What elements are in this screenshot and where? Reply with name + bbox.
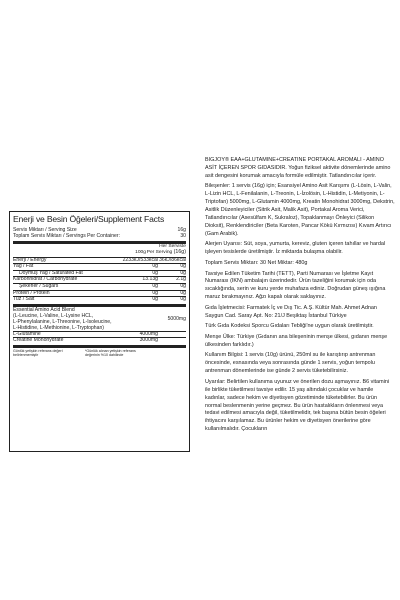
nutrient-per-serving: 0g xyxy=(180,296,186,303)
facts-title: Enerji ve Besin Öğeleri/Supplement Facts xyxy=(13,214,165,224)
nutrient-label: Protein / Protein xyxy=(13,289,50,296)
operator-paragraph: Gıda İşletmecisi: Farmatek İç ve Dış Tic. A.Ş. Kültür Mah. Ahmet Adnan Saygun Cad. Saray Apt. No: 21/J Beşiktaş İstanbul Türkiye xyxy=(205,304,377,319)
servings-label: Toplam Servis Miktarı / Servings Per Container: xyxy=(13,233,121,240)
nutrient-label: Şekerler / Sugars xyxy=(19,282,59,289)
creatine-value: 3000mg xyxy=(139,337,158,344)
footnote xyxy=(13,348,186,357)
serving-size-label: Servis Miktarı / Serving Size xyxy=(13,227,77,233)
allergen-paragraph: Alerjen Uyarısı: Süt, soya, yumurta, kereviz, gluten içeren tahıllar ve hardal işleyen tesislerde üretilmiştir. İz miktarda bulaşma olabilir. xyxy=(205,241,386,256)
servings-per-container-row xyxy=(13,233,186,239)
nutrient-per-serving: 0g xyxy=(180,269,186,276)
nutrient-per-100g: 2233kJ/533kcal xyxy=(122,256,158,263)
nutrient-per-serving: 0g xyxy=(180,263,186,270)
col-100g: 100g xyxy=(135,250,146,256)
nutrient-per-100g: 0g xyxy=(152,296,158,303)
foot-mid-3: değerinin %10 dahilinde xyxy=(85,352,124,357)
nutrient-label: Yağ / Fat xyxy=(13,263,34,270)
product-name-paragraph: BIGJOY® EAA+GLUTAMINE+CREATINE PORTAKAL AROMALI - AMINO ASİT İÇEREN SPOR GIDASIDIR. Yoğun fiziksel aktivite dönemlerinde amino asit dengesini korumak amacıyla formüle edilmiştir. Tatlandırıcılar içerir. xyxy=(205,157,391,179)
nutrient-per-100g: 0g xyxy=(152,269,158,276)
nutrient-label: Enerji / Energy xyxy=(13,256,47,263)
warnings-paragraph: Uyarılar: Belirtilen kullanıma uyunuz ve önerilen dozu aşmayınız. B6 vitamini ile birlikte tüketilmesi tavsiye edilir. 15 yaş altındaki çocuklar ve hamile kadınlar, sadece hekim ve diyetisyen gözetiminde tüketebilirler. Bu ürün normal beslenmenin yerine geçmez. Bu ürün hastalıkların önlenmesi veya tedavi edilmesi amacıyla değil, tüketilmelidir, tek başına bütün besin öğeleri ihtiyacını karşılamaz. Bu ürünler hekim ve diyetisyen önerilerine göre kullanılmalıdır. Çocukların xyxy=(205,378,390,433)
nutrient-row xyxy=(13,297,186,303)
product-description xyxy=(205,157,395,437)
foot-mid-2: referans xyxy=(122,348,136,353)
supplement-facts-panel xyxy=(9,211,190,452)
nutrient-per-serving: 0g xyxy=(180,289,186,296)
creatine-label: Creatine Monohydrate xyxy=(13,337,64,344)
foot-left-3: belirlenmemiştir xyxy=(13,352,39,357)
creatine-row xyxy=(13,338,186,344)
nutrient-row xyxy=(13,264,186,270)
foot-left-2: referans değeri xyxy=(38,348,63,353)
blend-line: (L-Leucine, L-Valine, L-Lysine HCL, xyxy=(13,312,94,319)
net-quantity-paragraph: Toplam Servis Miktarı: 30 Net Miktar: 480g xyxy=(205,259,308,266)
regulation-paragraph: Türk Gıda Kodeksi Sporcu Gıdaları Tebliği'ne uygun olarak üretilmiştir. xyxy=(205,323,374,330)
glutamine-value: 4000mg xyxy=(139,330,158,337)
ingredients-paragraph: Bileşenler: 1 servis (16g) için; Esansiyel Amino Asit Karışımı (L-Lösin, L-Valin, L-Lizin HCL, L-Fenilalanin, L-Treonin, L-İzolösin, L-Histidin, L-Metiyonin, L-Triptofan) 5000mg, L-Glutamin 4000mg, Kreatin Monohidrat 3000mg, Dekstrin, Asitlik Düzenleyiciler (Sitrik Asit, Malik Asit), Portakal Aroma Verici, Tatlandırıcılar (Asesülfam K, Sukraloz), Topaklanmayı Önleyici (Silikon Dioksit), Renklendiriciler (Beta Karoten, Pancar Kökü Kırmızısı) Kıvam Artırıcı (Gam Arabik). xyxy=(205,183,395,237)
nutrient-rows xyxy=(13,258,186,303)
blend-value: 5000mg xyxy=(167,315,186,322)
storage-paragraph: Tavsiye Edilen Tüketim Tarihi (TETT), Parti Numarası ve İşletme Kayıt Numarası (IKN) ambalajın üzerindedir. Ürün tazeliğini korumak için oda sıcaklığında, serin ve kuru yerde muhafaza ediniz. Doğrudan güneş ışığına maruz bırakmayınız. Ağzı kapalı olarak saklayınız. xyxy=(205,270,386,301)
col-serving-line2: Per Serving xyxy=(146,250,173,255)
nutrient-per-100g: 0g xyxy=(152,289,158,296)
usage-paragraph: Kullanım Bilgisi: 1 servis (10g) ürünü, 250ml su ile karıştırıp antrenman öncesinde, esnasında veya sonrasında günde 1 servis, yoğun tempolu antrenman dönemlerinde ise günde 2 servis tüketebilirsiniz. xyxy=(205,352,376,375)
nutrient-label: Karbonhidrat / Carbohydrate xyxy=(13,276,78,283)
blend-line: L-Phenylalanine, L-Threonine, L-Isoleucine, xyxy=(13,318,112,325)
nutrient-label: Tuz / Salt xyxy=(13,296,35,303)
foot-mid-1: *Günlük alınan yetişkin xyxy=(85,348,122,353)
col-serving-value: (16g) xyxy=(173,249,186,255)
blend-line: Essential Amino Acid Blend xyxy=(13,306,75,313)
amino-blend-row xyxy=(13,307,186,331)
nutrient-label: Doymuş Yağ / Saturated Fat xyxy=(19,269,83,276)
servings-value: 30 xyxy=(180,233,186,240)
nutrient-row xyxy=(13,284,186,290)
nutrient-row xyxy=(13,291,186,297)
col-serving-line1: Her Serviste xyxy=(159,244,186,250)
nutrient-row xyxy=(13,258,186,264)
column-header xyxy=(13,244,186,257)
nutrient-per-100g: 0g xyxy=(152,282,158,289)
nutrient-per-serving: 2.1g xyxy=(176,276,186,283)
nutrient-per-100g: 13.13g xyxy=(142,276,158,283)
col-serving xyxy=(146,245,186,255)
origin-paragraph: Menşe Ülke: Türkiye (Gıdanın ana bileşeninin menşe ülkesi, gıdanın menşe ülkesinden farklıdır.) xyxy=(205,333,388,348)
glutamine-label: L-Glutamine xyxy=(13,330,41,337)
nutrient-per-100g: 0g xyxy=(152,263,158,270)
foot-left-1: Günlük yetişkin xyxy=(13,348,38,353)
nutrient-per-serving: 0g xyxy=(180,282,186,289)
nutrient-per-serving: 36kJ/86kcal xyxy=(159,256,186,263)
blend-line: L-Histidine, L-Methionine, L-Tryptophan) xyxy=(13,324,104,331)
serving-size-value: 16g xyxy=(177,227,186,233)
